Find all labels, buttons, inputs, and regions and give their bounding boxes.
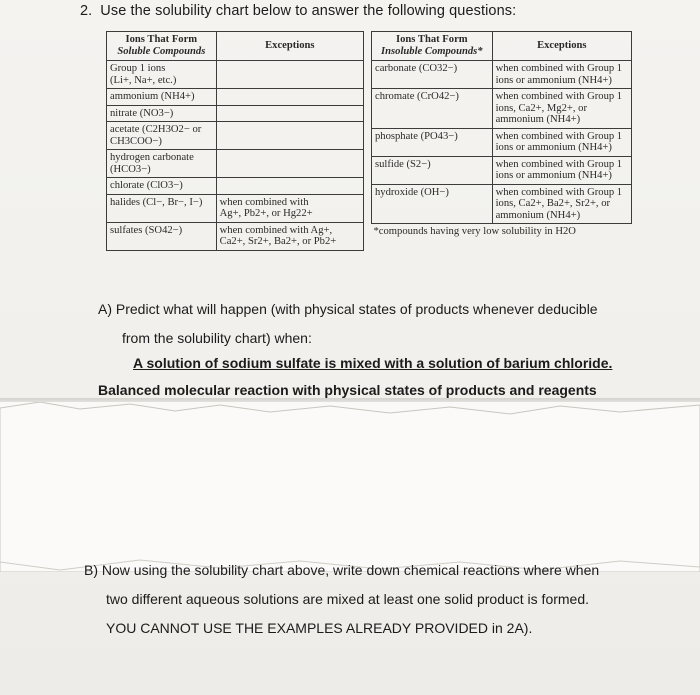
ion-cell	[107, 150, 217, 178]
question-header	[80, 3, 516, 19]
ion-cell: ammonium (NH4+)	[107, 89, 217, 106]
exception-line: ions or ammonium (NH4+)	[495, 170, 612, 181]
part-a-balanced-prompt: Balanced molecular reaction with physical states of products and reagents	[98, 382, 597, 398]
soluble-ions-header	[107, 32, 217, 61]
insoluble-header-row	[372, 32, 632, 61]
insoluble-ions-header	[372, 32, 493, 61]
exception-cell	[216, 178, 363, 195]
soluble-compounds-table	[106, 31, 364, 251]
ion-cell: nitrate (NO3−)	[107, 105, 217, 122]
exception-line: ions or ammonium (NH4+)	[495, 74, 612, 86]
table-row	[372, 184, 632, 224]
table-row	[372, 128, 632, 156]
part-a-line2: from the solubility chart) when:	[122, 330, 312, 346]
exception-line: ammonium (NH4+)	[495, 114, 581, 125]
part-b-line3: YOU CANNOT USE THE EXAMPLES ALREADY PROVIDED in 2A).	[106, 620, 533, 636]
insoluble-exceptions-header: Exceptions	[492, 32, 631, 61]
exception-cell	[492, 61, 631, 89]
table-row	[372, 156, 632, 184]
ion-cell: chlorate (ClO3−)	[107, 178, 217, 195]
insoluble-footnote: *compounds having very low solubility in H2O	[373, 226, 576, 237]
exception-cell	[216, 61, 363, 89]
table-row	[107, 150, 364, 178]
exception-line: when combined with Group 1	[495, 91, 623, 102]
ion-detail: CH3COO−)	[110, 135, 162, 147]
exception-line: ions or ammonium (NH4+)	[495, 142, 612, 153]
exception-line: ions, Ca2+, Mg2+, or	[495, 102, 587, 114]
exception-cell	[216, 194, 363, 222]
exception-line: when combined with Group 1	[495, 186, 623, 198]
ion-cell: halides (Cl−, Br−, I−)	[107, 194, 217, 222]
part-a-line1: A) Predict what will happen (with physical states of products whenever deducible	[98, 301, 598, 317]
table-row	[107, 222, 364, 250]
part-b-line1: B) Now using the solubility chart above, write down chemical reactions where when	[84, 562, 600, 578]
ion-cell: chromate (CrO42−)	[372, 89, 493, 129]
exception-cell	[216, 122, 363, 150]
question-number: 2.	[80, 3, 93, 19]
part-b-line2: two different aqueous solutions are mixed at least one solid product is formed.	[106, 591, 590, 607]
insoluble-header-line2: Insoluble Compounds*	[381, 46, 483, 57]
ion-cell: phosphate (PO43−)	[372, 128, 493, 156]
ion-detail: (HCO3−)	[110, 163, 151, 175]
table-row	[107, 61, 364, 89]
exception-line: when combined with Ag+,	[219, 224, 333, 236]
table-row	[107, 178, 364, 195]
ion-cell: hydroxide (OH−)	[372, 184, 493, 224]
exception-line: Ag+, Pb2+, or Hg22+	[219, 208, 313, 219]
exception-cell	[492, 184, 631, 224]
exception-line: ammonium (NH4+)	[495, 209, 581, 221]
exception-cell	[216, 89, 363, 106]
table-row	[107, 89, 364, 106]
ion-cell	[107, 122, 217, 150]
table-row	[107, 105, 364, 122]
ion-cell	[107, 61, 217, 89]
insoluble-header-line1: Ions That Form	[395, 34, 468, 45]
soluble-header-line1: Ions That Form	[125, 34, 198, 45]
soluble-header-row	[107, 32, 364, 61]
torn-paper-answer-area	[0, 402, 700, 572]
exception-cell	[492, 89, 631, 129]
exception-line: when combined with Group 1	[495, 63, 623, 74]
question-prompt: Use the solubility chart below to answer the following questions:	[100, 3, 517, 19]
table-row	[107, 194, 364, 222]
ion-cell: sulfates (SO42−)	[107, 222, 217, 250]
exception-line: when combined with Group 1	[495, 130, 623, 142]
ion-name: acetate (C2H3O2− or	[110, 124, 202, 135]
ion-name: hydrogen carbonate	[110, 152, 194, 163]
exception-line: ions, Ca2+, Ba2+, Sr2+, or	[495, 198, 611, 209]
part-a-scenario: A solution of sodium sulfate is mixed with a solution of barium chloride.	[133, 355, 613, 371]
exception-cell	[216, 150, 363, 178]
footnote-row	[372, 224, 632, 240]
ion-cell: sulfide (S2−)	[372, 156, 493, 184]
table-row	[372, 89, 632, 129]
exception-cell	[492, 128, 631, 156]
exception-cell	[216, 222, 363, 250]
exception-line: Ca2+, Sr2+, Ba2+, or Pb2+	[219, 236, 337, 247]
table-row	[107, 122, 364, 150]
ion-cell: carbonate (CO32−)	[372, 61, 493, 89]
exception-cell	[492, 156, 631, 184]
insoluble-compounds-table	[371, 31, 632, 240]
exception-cell	[216, 105, 363, 122]
ion-name: Group 1 ions	[110, 63, 166, 74]
table-row	[372, 61, 632, 89]
exception-line: when combined with Group 1	[495, 158, 623, 170]
exception-line: when combined with	[219, 196, 309, 208]
soluble-header-line2: Soluble Compounds	[117, 46, 206, 57]
torn-edge	[0, 402, 700, 572]
soluble-exceptions-header: Exceptions	[216, 32, 363, 61]
ion-detail: (Li+, Na+, etc.)	[110, 74, 177, 86]
